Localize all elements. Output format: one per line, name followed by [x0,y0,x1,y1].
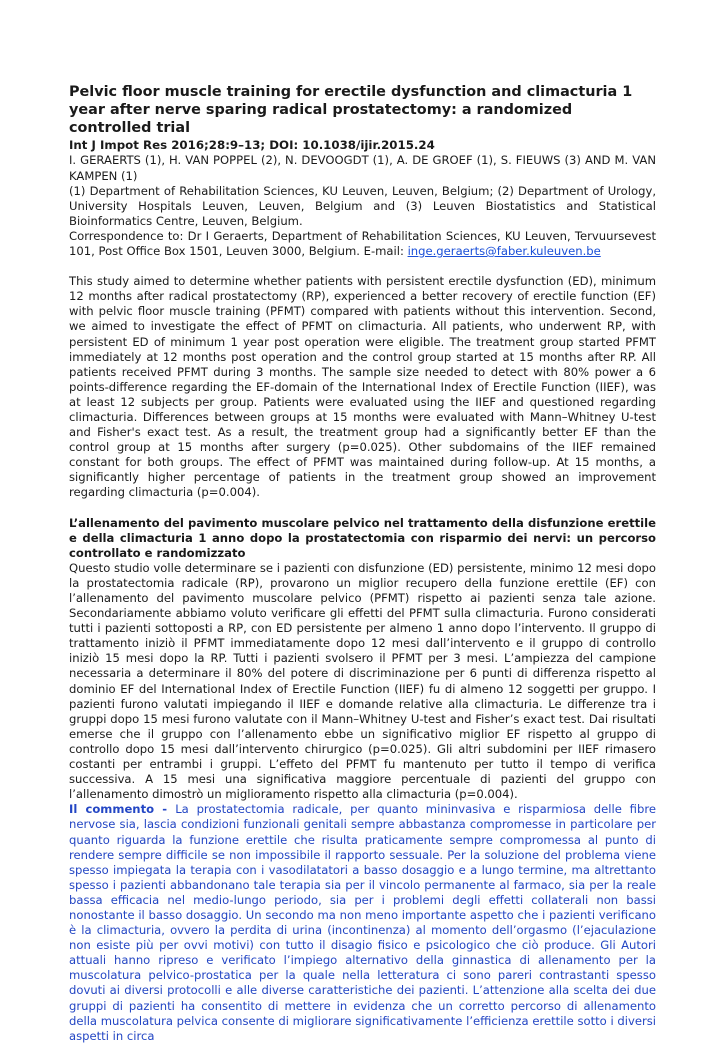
citation: Int J Impot Res 2016;28:9–13; DOI: 10.1038/ijir.2015.24 [69,138,435,153]
correspondence [69,229,656,259]
abstract-italian: Questo studio volle determinare se i pazienti con disfunzione (ED) persistente, minimo 12 mesi dopo la prostatectomia radicale (RP), provarono un miglior recupero della funzione erettile (EF) con l’allenamento del pavimento muscolare pelvico (PFMT) rispetto ai pazienti senza tale azione. Secondariamente abbiamo voluto verificare gli effetti del PFMT sulla climacturia. Furono considerati tutti i pazienti sottoposti a RP, con ED persistente per almeno 1 anno dopo l’intervento. Il gruppo di trattamento iniziò il PFMT immediatamente dopo 12 mesi dall’intervento e il gruppo di controllo iniziò 15 mesi dopo la RP. Tutti i pazienti svolsero il PFMT per 3 mesi. L’ampiezza del campione necessaria a determinare il 80% del potere di discriminazione per 6 punti di differenza rispetto al dominio EF del International Index of Erectile Function (IIEF) fu di almeno 12 soggetti per gruppo. I pazienti furono valutati impiegando il IIEF e domande relative alla climacturia. Le differenze tra i gruppi dopo 15 mesi furono valutate con il Mann–Whitney U-test and Fisher’s exact test. Dai risultati emerse che il gruppo con l’allenamento ebbe un significativo miglior EF rispetto al gruppo di controllo dopo 15 mesi dall’intervento chirurgico (p=0.025). Gli altri subdomini per IIEF rimasero costanti per entrambi i gruppi. L’effeto del PFMT fu mantenuto per tutto il tempo di verifica successiva. A 15 mesi una significativa maggiore percentuale di pazienti del gruppo con l’allenamento dimostrò un miglioramento rispetto alla climacturia (p=0.004). [69,560,656,802]
italian-title: L’allenamento del pavimento muscolare pelvico nel trattamento della disfunzione erettile e della climacturia 1 anno dopo la prostatectomia con risparmio dei nervi: un percorso controllato e randomizzato [69,515,656,560]
document-page [69,84,656,1044]
comment-text: La prostatectomia radicale, per quanto mininvasiva e risparmiosa delle fibre nervose sia, lascia condizioni funzionali genitali sempre abbastanza compromesse in particolare per quanto riguarda la funzione erettile che risulta praticamente sempre compromessa al punto di rendere sempre difficile se non impossibile il rapporto sessuale. Per la soluzione del problema viene spesso impiegata la terapia con i vasodilatatori a basso dosaggio e a lungo termine, ma altrettanto spesso i pazienti abbandonano tale terapia sia per il vincolo permanente al farmaco, sia per la reale bassa efficacia nel medio-lungo periodo, sia per i problemi degli effetti collaterali non bassi nonostante il basso dosaggio. Un secondo ma non meno importante aspetto che i pazienti verificano è la climacturia, ovvero la perdita di urina (incontinenza) al momento dell’orgasmo (l’ejaculazione non esiste più per ovvi motivi) con tutto il disagio fisico e psicologico che ciò produce. Gli Autori attuali hanno ripreso e verificato l’impiego alternativo della ginnastica di allenamento per la muscolatura pelvico-prostatica per la quale nella letteratura ci sono pareri contrastanti spesso dovuti ai diversi protocolli e alle diverse caratteristiche dei pazienti. L’attenzione alla scelta dei due gruppi di pazienti ha consentito di mettere in evidenza che un corretto percorso di allenamento della muscolatura pelvica consente di migliorare significativamente l’efficienza erettile sotto i diversi aspetti in circa [69,802,656,1043]
article-title: Pelvic floor muscle training for erectile dysfunction and climacturia 1 year after nerve sparing radical prostatectomy: a randomized controlled trial [69,84,633,136]
italian-section [69,516,656,803]
comment-label: Il commento - [69,802,176,817]
comment-section [69,802,656,1044]
affiliations: (1) Department of Rehabilitation Sciences, KU Leuven, Leuven, Belgium; (2) Department of Urology, University Hospitals Leuven, Leuven, Belgium and (3) Leuven Biostatistics and Statistical Bioinformatics Centre, Leuven, Belgium. [69,183,656,228]
authors: I. GERAERTS (1), H. VAN POPPEL (2), N. DEVOOGDT (1), A. DE GROEF (1), S. FIEUWS (3) AND M. VAN KAMPEN (1) [69,153,656,183]
correspondence-text: Correspondence to: Dr I Geraerts, Department of Rehabilitation Sciences, KU Leuven, Tervuursevest 101, Post Office Box 1501, Leuven 3000, Belgium. E-mail: [69,228,656,259]
abstract-english: This study aimed to determine whether patients with persistent erectile dysfunction (ED), minimum 12 months after radical prostatectomy (RP), experienced a better recovery of erectile function (EF) with pelvic floor muscle training (PFMT) compared with patients without this intervention. Second, we aimed to investigate the effect of PFMT on climacturia. All patients, who underwent RP, with persistent ED of minimum 1 year post operation were eligible. The treatment group started PFMT immediately at 12 months post operation and the control group started at 15 months after RP. All patients received PFMT during 3 months. The sample size needed to detect with 80% power a 6 points-difference regarding the EF-domain of the International Index of Erectile Function (IIEF), was at least 12 subjects per group. Patients were evaluated using the IIEF and questioned regarding climacturia. Differences between groups at 15 months were evaluated with Mann–Whitney U-test and Fisher's exact test. As a result, the treatment group had a significantly better EF than the control group at 15 months after surgery (p=0.025). Other subdomains of the IIEF remained constant for both groups. The effect of PFMT was maintained during follow-up. At 15 months, a significantly higher percentage of patients in the treatment group showed an improvement regarding climacturia (p=0.004). [69,274,656,500]
email-link[interactable]: inge.geraerts@faber.kuleuven.be [407,244,601,259]
